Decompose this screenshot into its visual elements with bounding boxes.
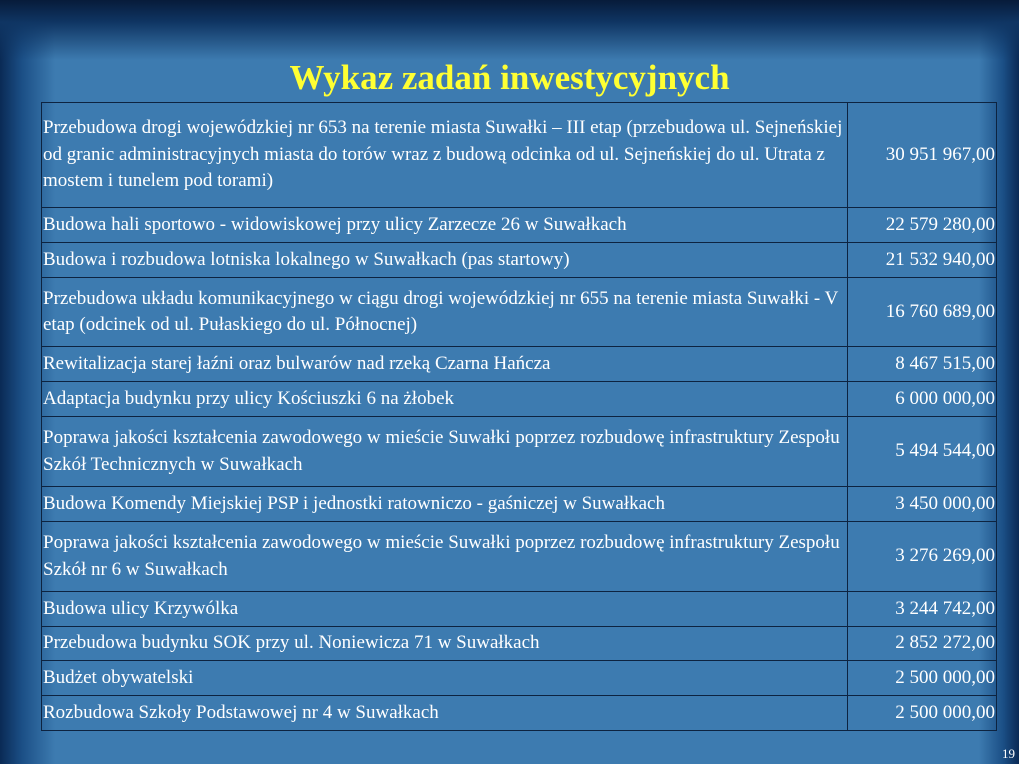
task-amount-cell: 8 467 515,00 bbox=[848, 347, 997, 382]
task-name-cell: Rozbudowa Szkoły Podstawowej nr 4 w Suwałkach bbox=[42, 696, 848, 731]
task-amount-cell: 2 500 000,00 bbox=[848, 696, 997, 731]
task-amount-cell: 2 500 000,00 bbox=[848, 661, 997, 696]
table-row bbox=[42, 382, 997, 417]
task-amount-cell: 3 244 742,00 bbox=[848, 592, 997, 627]
task-name-cell: Budowa Komendy Miejskiej PSP i jednostki ratowniczo - gaśniczej w Suwałkach bbox=[42, 487, 848, 522]
task-name-cell: Poprawa jakości kształcenia zawodowego w mieście Suwałki poprzez rozbudowę infrastruktury Zespołu Szkół nr 6 w Suwałkach bbox=[42, 522, 848, 592]
task-amount-cell: 22 579 280,00 bbox=[848, 208, 997, 243]
task-amount-cell: 6 000 000,00 bbox=[848, 382, 997, 417]
investment-table bbox=[41, 102, 997, 731]
table-row bbox=[42, 522, 997, 592]
task-amount-cell: 3 276 269,00 bbox=[848, 522, 997, 592]
task-amount-cell: 21 532 940,00 bbox=[848, 243, 997, 278]
slide-title: Wykaz zadań inwestycyjnych bbox=[289, 58, 730, 97]
table-row bbox=[42, 592, 997, 627]
task-name-cell: Budżet obywatelski bbox=[42, 661, 848, 696]
table-row bbox=[42, 487, 997, 522]
table-row bbox=[42, 347, 997, 382]
task-name-cell: Przebudowa układu komunikacyjnego w ciągu drogi wojewódzkiej nr 655 na terenie miasta Suwałki - V etap (odcinek od ul. Pułaskiego do ul. Północnej) bbox=[42, 278, 848, 347]
table-row bbox=[42, 417, 997, 487]
task-name-cell: Poprawa jakości kształcenia zawodowego w mieście Suwałki poprzez rozbudowę infrastruktury Zespołu Szkół Technicznych w Suwałkach bbox=[42, 417, 848, 487]
table-row bbox=[42, 208, 997, 243]
table-row bbox=[42, 627, 997, 661]
task-name-cell: Rewitalizacja starej łaźni oraz bulwarów nad rzeką Czarna Hańcza bbox=[42, 347, 848, 382]
task-amount-cell: 30 951 967,00 bbox=[848, 103, 997, 208]
task-name-cell: Budowa ulicy Krzywólka bbox=[42, 592, 848, 627]
table-row bbox=[42, 278, 997, 347]
task-name-cell: Budowa i rozbudowa lotniska lokalnego w Suwałkach (pas startowy) bbox=[42, 243, 848, 278]
task-amount-cell: 2 852 272,00 bbox=[848, 627, 997, 661]
table-row bbox=[42, 696, 997, 731]
task-amount-cell: 3 450 000,00 bbox=[848, 487, 997, 522]
task-name-cell: Przebudowa drogi wojewódzkiej nr 653 na terenie miasta Suwałki – III etap (przebudowa ul. Sejneńskiej od granic administracyjnych miasta do torów wraz z budową odcinka od ul. Sejneńskiej do ul. Utrata z mostem i tunelem pod torami) bbox=[42, 103, 848, 208]
table-row bbox=[42, 103, 997, 208]
table-row bbox=[42, 661, 997, 696]
page-number: 19 bbox=[1002, 746, 1015, 761]
task-name-cell: Przebudowa budynku SOK przy ul. Noniewicza 71 w Suwałkach bbox=[42, 627, 848, 661]
task-name-cell: Adaptacja budynku przy ulicy Kościuszki 6 na żłobek bbox=[42, 382, 848, 417]
task-name-cell: Budowa hali sportowo - widowiskowej przy ulicy Zarzecze 26 w Suwałkach bbox=[42, 208, 848, 243]
table-row bbox=[42, 243, 997, 278]
task-amount-cell: 5 494 544,00 bbox=[848, 417, 997, 487]
task-amount-cell: 16 760 689,00 bbox=[848, 278, 997, 347]
